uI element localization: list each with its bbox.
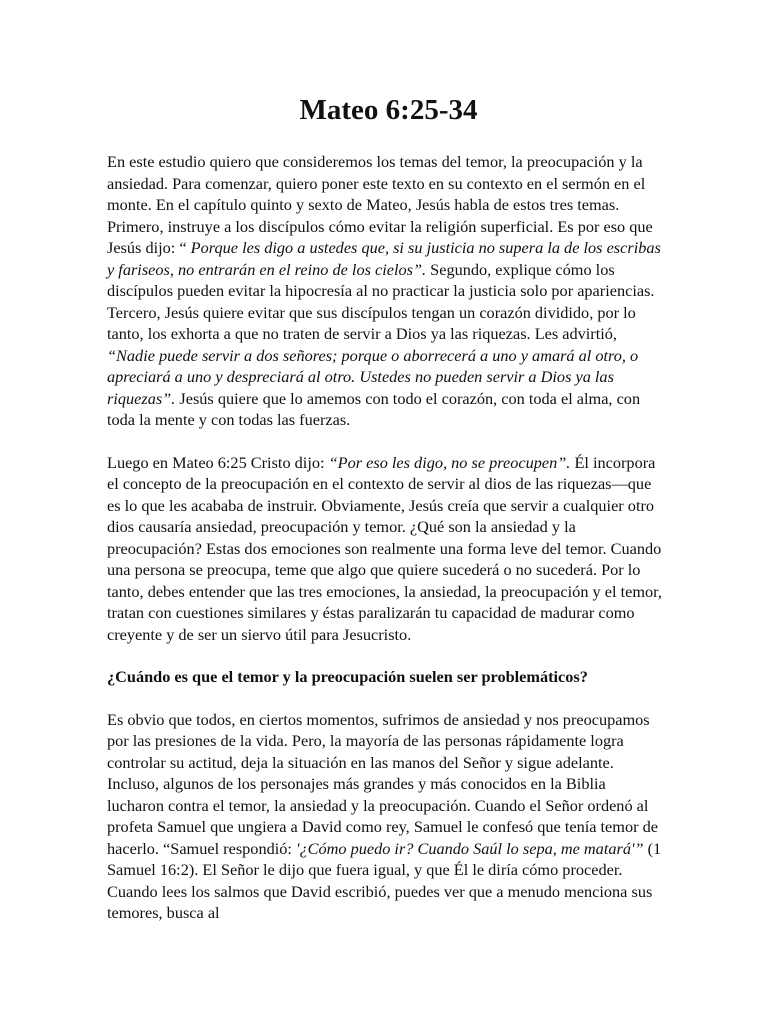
paragraph-3-text-1: Es obvio que todos, en ciertos momentos, sufrimos de ansiedad y nos preocupamos por las presiones de la vida. Pero, la mayoría de las personas rápidamente logra controlar su actitud, deja la situación en las manos del Señor y sigue adelante. Incluso, algunos de los personajes más grandes y más conocidos en la Biblia lucharon contra el temor, la ansiedad y la preocupación. Cuando el Señor ordenó al profeta Samuel que ungiera a David como rey, Samuel le confesó que tenía temor de hacerlo. “Samuel respondió:	[107, 709, 658, 858]
paragraph-2-text-2: Él incorpora el concepto de la preocupación en el contexto de servir al dios de las riquezas—que es lo que les acababa de instruir. Obviamente, Jesús creía que servir a cualquier otro dios causaría ansiedad, preocupación y temor. ¿Qué son la ansiedad y la preocupación? Estas dos emociones son realmente una forma leve del temor. Cuando una persona se preocupa, teme que algo que quiere sucederá o no sucederá. Por lo tanto, debes entender que las tres emociones, la ansiedad, la preocupación y el temor, tratan con cuestiones similares y éstas paralizarán tu capacidad de madurar como creyente y de ser un siervo útil para Jesucristo.	[107, 452, 662, 644]
paragraph-2	[107, 452, 664, 646]
paragraph-1-quote-2: “Nadie puede servir a dos señores; porque o aborrecerá a uno y amará al otro, o apreciará a uno y despreciará al otro. Ustedes no pueden servir a Dios ya las riquezas”.	[107, 345, 639, 408]
paragraph-3-text-2: (1 Samuel 16:2). El Señor le dijo que fuera igual, y que Él le diría cómo proceder. Cuando lees los salmos que David escribió, puedes ver que a menudo menciona sus temores, busca al	[107, 838, 662, 922]
paragraph-2-text-1: Luego en Mateo 6:25 Cristo dijo:	[107, 452, 329, 472]
paragraph-1-text-1: En este estudio quiero que consideremos los temas del temor, la preocupación y la ansiedad. Para comenzar, quiero poner este texto en su contexto en el sermón en el monte. En el capítulo quinto y sexto de Mateo, Jesús habla de estos tres temas. Primero, instruye a los discípulos cómo evitar la religión superficial. Es por eso que Jesús dijo: “	[107, 152, 653, 257]
paragraph-1	[107, 151, 664, 431]
paragraph-2-quote-1: “Por eso les digo, no se preocupen”.	[328, 452, 571, 472]
document-title: Mateo 6:25-34	[299, 94, 478, 126]
paragraph-3-quote-1: '¿Cómo puedo ir? Cuando Saúl lo sepa, me matará'”	[295, 838, 644, 858]
paragraph-1-quote-1: Porque les digo a ustedes que, si su justicia no supera la de los escribas y fariseos, no entrarán en el reino de los cielos”.	[107, 238, 661, 279]
paragraph-1-text-2: Segundo, explique cómo los discípulos pueden evitar la hipocresía al no practicar la justicia solo por apariencias. Tercero, Jesús quiere evitar que sus discípulos tengan un corazón dividido, por lo tanto, los exhorta a que no traten de servir a Dios ya las riquezas. Les advirtió,	[107, 259, 655, 343]
paragraph-1-text-3: Jesús quiere que lo amemos con todo el corazón, con toda el alma, con toda la mente y con todas las fuerzas.	[107, 388, 641, 429]
section-heading: ¿Cuándo es que el temor y la preocupación suelen ser problemáticos?	[107, 667, 588, 686]
paragraph-3	[107, 709, 664, 924]
